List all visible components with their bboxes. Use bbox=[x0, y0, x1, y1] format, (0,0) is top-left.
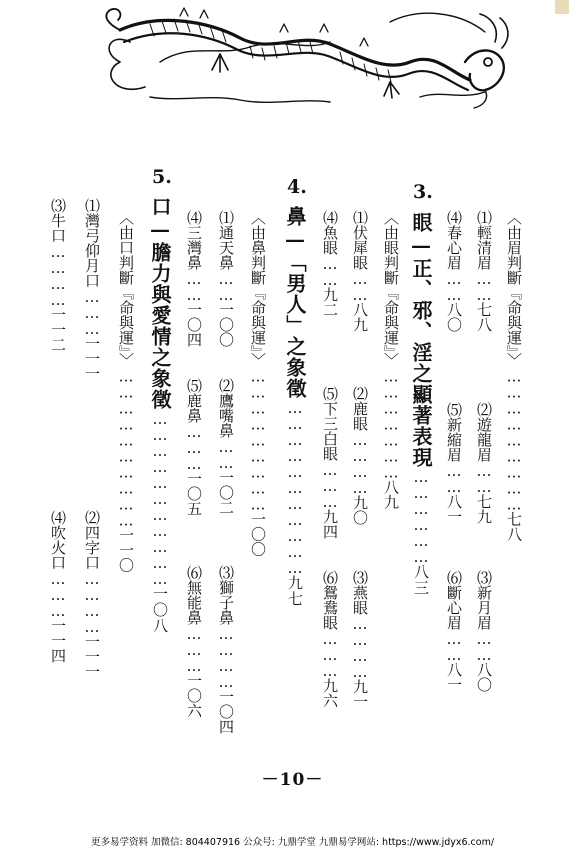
corner-mark bbox=[555, 0, 569, 14]
section-title: 眼—正、邪、淫之顯著表現………………八三 bbox=[409, 212, 433, 596]
toc-entry: ⑷魚眼……九二 bbox=[321, 210, 339, 317]
toc-entry: ⑴輕清眉……七八 bbox=[475, 210, 493, 332]
toc-entry: ⑹斷心眉……八一 bbox=[445, 570, 463, 692]
leader-dots: ……………………… bbox=[505, 367, 523, 512]
footer-watermark-text: 更多易学资料 加微信: 804407916 公众号: 九鼎学堂 九鼎易学网站: https://www.jdyx6.com/ bbox=[90, 837, 495, 848]
toc-entry: ⑹無能鼻………一〇六 bbox=[185, 565, 203, 718]
toc-entry: ⑵鷹嘴鼻……一〇二 bbox=[217, 378, 235, 515]
toc-entry: ⑴伏犀眼……八九 bbox=[351, 210, 369, 332]
toc-entry: ⑶牛口…………一一二 bbox=[49, 198, 67, 352]
toc-entry: ⑷春心眉……八〇 bbox=[445, 210, 463, 332]
toc-entry: ⑶獅子鼻…………一〇四 bbox=[217, 565, 235, 734]
toc-entry: ⑵鹿眼…………九〇 bbox=[351, 386, 369, 525]
toc-entry: ⑸鹿鼻………一〇五 bbox=[185, 378, 203, 516]
toc-entry: ⑵四字口…………一一一 bbox=[83, 510, 101, 679]
toc-entry: ⑴灣弓仰月口………一一一 bbox=[83, 198, 101, 381]
section-title: 鼻—「男人」之象徵……………………………九七 bbox=[283, 206, 307, 607]
section-number: 4. bbox=[287, 176, 307, 198]
section-number: 3. bbox=[413, 181, 433, 203]
toc-entry: ⑵遊龍眉……七九 bbox=[475, 402, 493, 524]
section-title: 口—膽力與愛情之象徵……………………………一〇八 bbox=[148, 196, 172, 634]
toc-entry: ⑸下三白眼………九四 bbox=[321, 386, 339, 539]
eye-subheading: 〈由眼判斷『命與運』〉…………………八九 bbox=[382, 210, 400, 510]
toc-entry: ⑷吹火口………一一四 bbox=[49, 510, 67, 663]
nose-subheading: 〈由鼻判斷『命與運』〉………………………一〇〇 bbox=[249, 210, 267, 557]
section-number: 5. bbox=[152, 166, 172, 188]
eyebrow-subheading bbox=[506, 210, 521, 542]
page-number: －10－ bbox=[261, 770, 324, 790]
page-ref: 七八 bbox=[505, 511, 523, 542]
toc-entry: ⑹鴛鴦眼………九六 bbox=[321, 570, 339, 708]
toc-entry: ⑶燕眼…………九一 bbox=[351, 570, 369, 709]
toc-entry: ⑴通天鼻……一〇〇 bbox=[217, 210, 235, 347]
mouth-subheading: 〈由口判斷『命與運』〉…………………………一一〇 bbox=[117, 210, 135, 573]
dragon-illustration-icon bbox=[90, 2, 510, 110]
subheading-text: 〈由眉判斷『命與運』〉 bbox=[505, 210, 523, 368]
toc-entry: ⑶新月眉……八〇 bbox=[475, 570, 493, 692]
toc-entry: ⑷三灣鼻……一〇四 bbox=[185, 210, 203, 347]
toc-entry: ⑸新縮眉……八一 bbox=[445, 402, 463, 524]
